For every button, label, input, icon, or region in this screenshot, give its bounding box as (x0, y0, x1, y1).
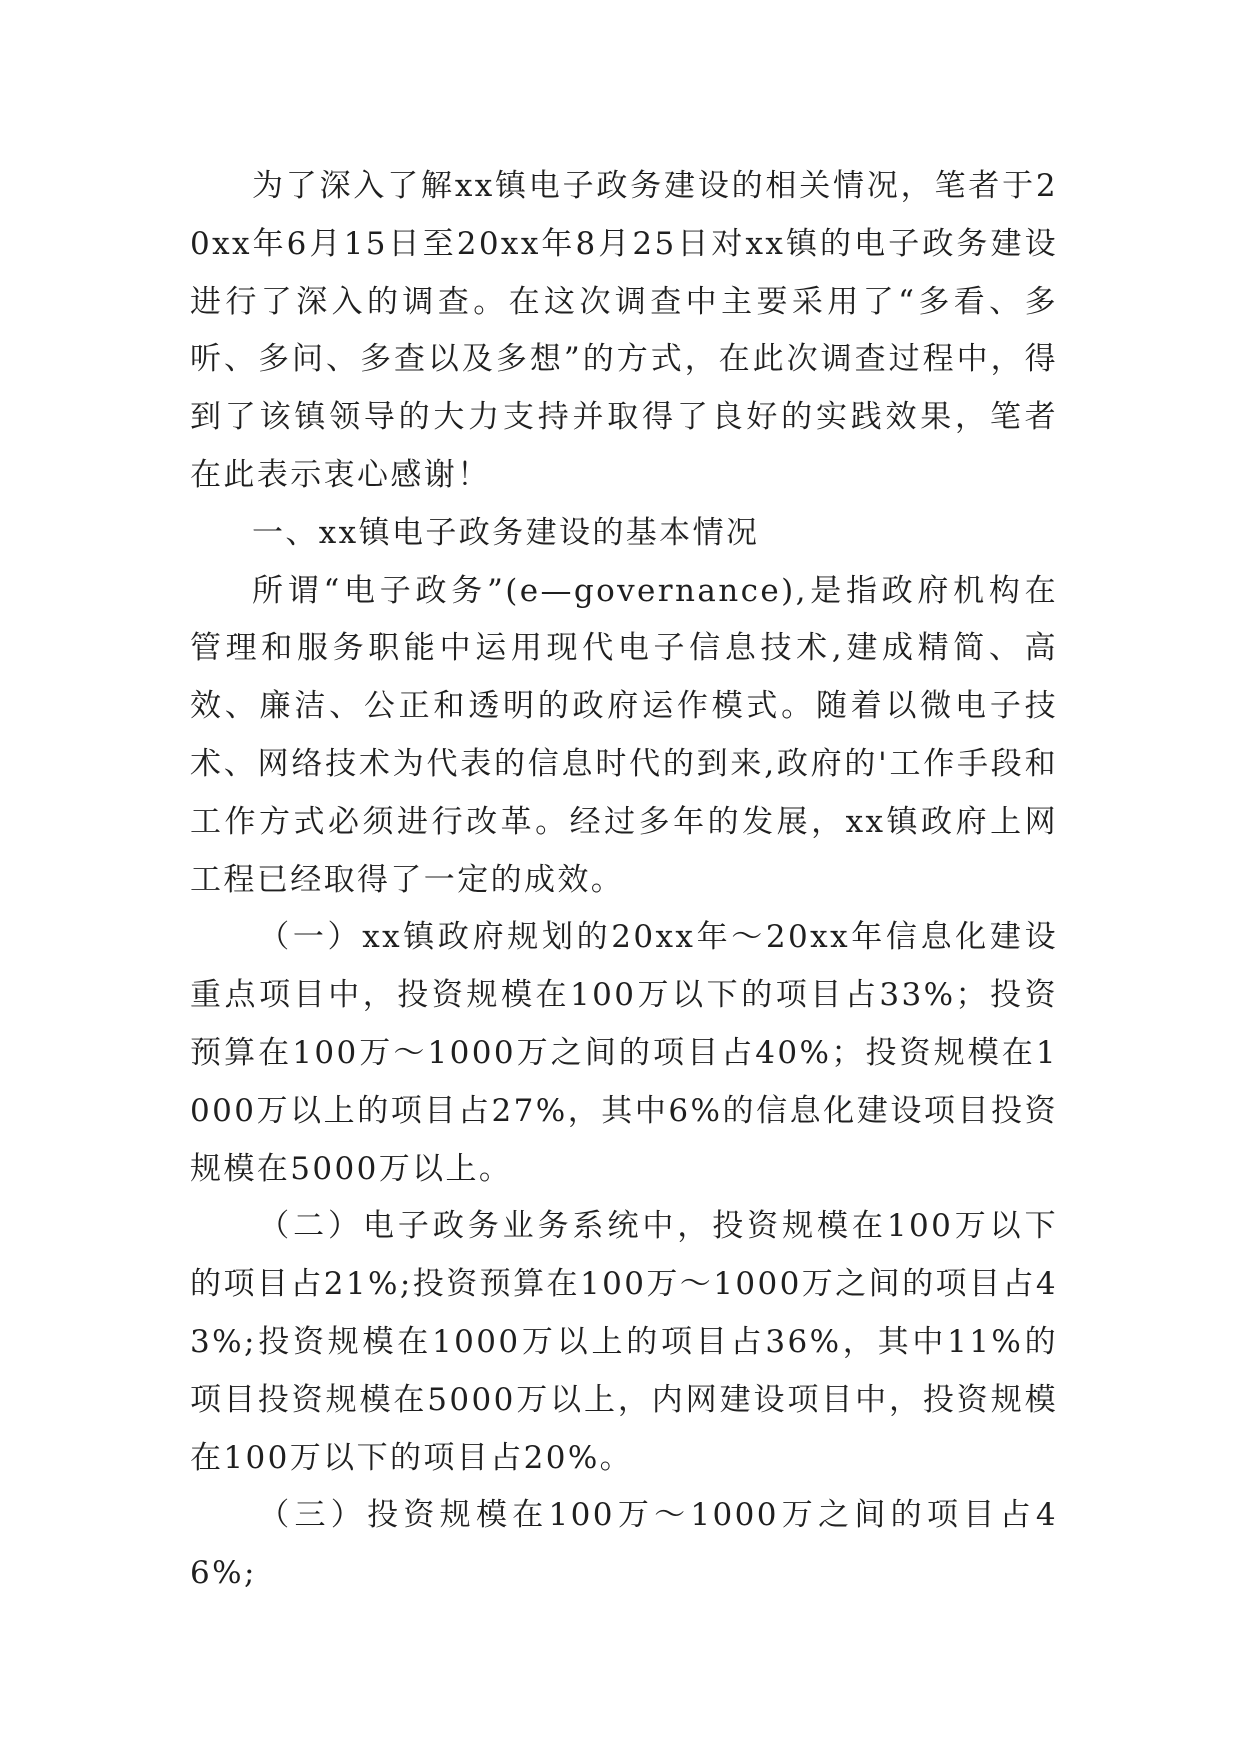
definition-paragraph: 所谓“电子政务”(e—governance),是指政府机构在管理和服务职能中运用现代电子信息技术,建成精简、高效、廉洁、公正和透明的政府运作模式。随着以微电子技术、网络技术为代表的信息时代的到来,政府的'工作手段和工作方式必须进行改革。经过多年的发展，xx镇政府上网工程已经取得了一定的成效。 (190, 572, 1058, 898)
item-two-paragraph: （二）电子政务业务系统中，投资规模在100万以下的项目占21%;投资预算在100万～1000万之间的项目占43%;投资规模在1000万以上的项目占36%，其中11%的项目投资规模在5000万以上，内网建设项目中，投资规模在100万以下的项目占20%。 (190, 1208, 1058, 1476)
intro-paragraph: 为了深入了解xx镇电子政务建设的相关情况，笔者于20xx年6月15日至20xx年8月25日对xx镇的电子政务建设进行了深入的调查。在这次调查中主要采用了“多看、多听、多问、多查以及多想”的方式，在此次调查过程中，得到了该镇领导的大力支持并取得了良好的实践效果，笔者在此表示衷心感谢！ (190, 168, 1058, 493)
item-one-paragraph: （一）xx镇政府规划的20xx年～20xx年信息化建设重点项目中，投资规模在100万以下的项目占33%；投资预算在100万～1000万之间的项目占40%；投资规模在1000万以上的项目占27%，其中6%的信息化建设项目投资规模在5000万以上。 (190, 919, 1058, 1187)
document-body (190, 158, 1058, 1603)
item-three-paragraph: （三）投资规模在100万～1000万之间的项目占46%; (190, 1497, 1058, 1592)
section-heading: 一、xx镇电子政务建设的基本情况 (252, 514, 760, 551)
